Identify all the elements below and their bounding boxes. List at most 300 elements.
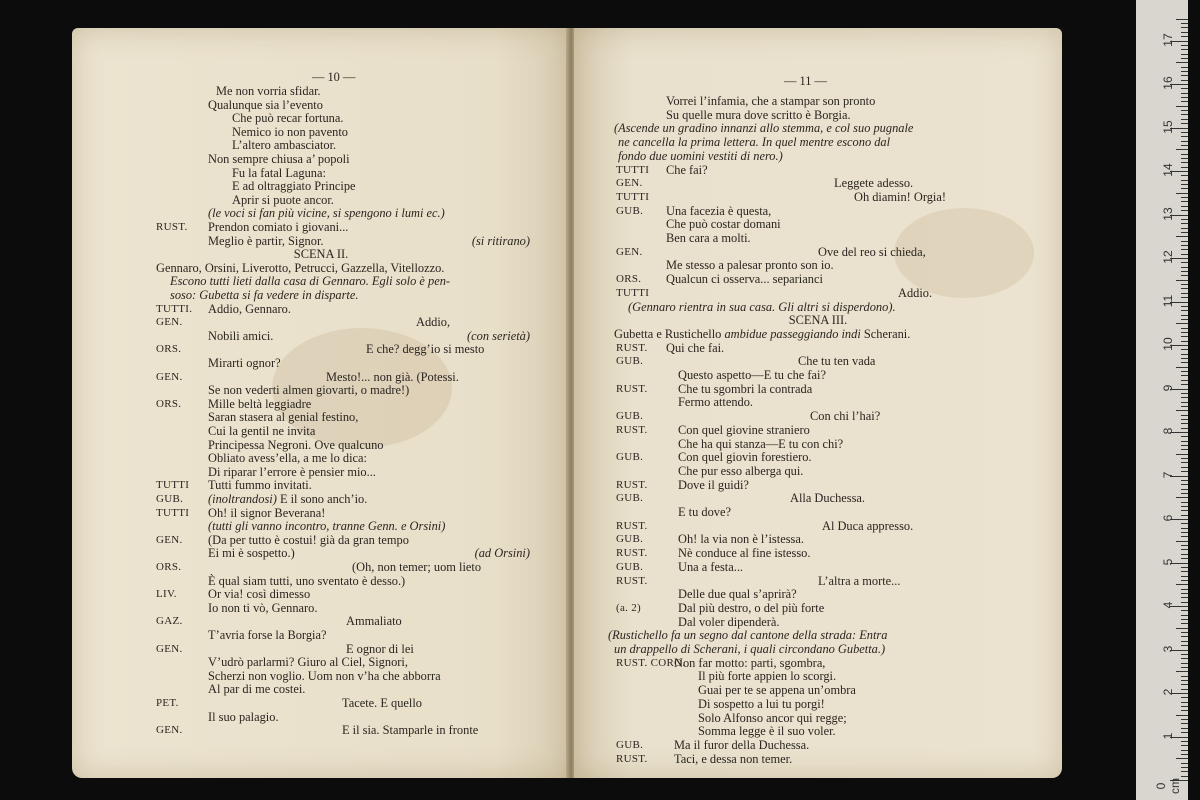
ruler-tick (1181, 45, 1188, 46)
speaker-label: GEN. (616, 177, 643, 190)
verse-line: Saran stasera al genial festino, (208, 410, 359, 425)
ruler-tick (1181, 610, 1188, 611)
ruler-label: 4 (1161, 601, 1175, 609)
ruler-tick (1181, 275, 1188, 276)
ruler-tick (1181, 515, 1188, 516)
speaker-label: GUB. (616, 204, 644, 217)
verse-line: Ove del reo si chieda, (818, 244, 926, 259)
verse-line: Oh diamin! Orgia! (854, 189, 946, 204)
ruler-tick (1181, 397, 1188, 398)
ruler-tick (1181, 123, 1188, 124)
verse-line: Il più forte appien lo scorgi. (698, 669, 837, 684)
speaker-label: TUTTI (616, 190, 650, 203)
ruler-tick (1181, 349, 1188, 350)
ruler-tick (1181, 510, 1188, 511)
ruler-tick (1176, 715, 1188, 716)
verse-line: Una a festa... (678, 559, 744, 574)
verse-line: Scherzi non voglio. Uom non v’ha che abborra (208, 668, 441, 683)
ruler-tick (1181, 241, 1188, 242)
verse-line: Che pur esso alberga qui. (678, 463, 804, 478)
verse-line: Oh! il signor Beverana! (208, 505, 326, 520)
verse-line: Dal più destro, o del più forte (678, 600, 825, 615)
speaker-label: RUST. (616, 547, 648, 560)
ruler-tick (1181, 658, 1188, 659)
verse-line: Dal voler dipenderà. (678, 614, 780, 629)
ruler-tick (1181, 188, 1188, 189)
speaker-label: ORS. (156, 397, 182, 410)
verse-line: Con quel giovin forestiero. (678, 450, 812, 465)
verse-line: E che? degg’io si mesto (366, 342, 485, 357)
ruler-label: 2 (1161, 688, 1175, 696)
ruler-tick (1181, 141, 1188, 142)
speaker-label: TUTTI (156, 506, 190, 519)
ruler-tick (1176, 323, 1188, 324)
stage-direction: ne cancella la prima lettera. In quel mentre escono dal (618, 135, 891, 150)
ruler-tick (1181, 641, 1188, 642)
ruler-tick (1181, 597, 1188, 598)
verse-line: Meglio è partir, Signor. (208, 233, 324, 248)
verse-line: Gennaro, Orsini, Liverotto, Petrucci, Gazzella, Vitellozzo. (156, 260, 445, 275)
speaker-label: GEN. (156, 533, 183, 546)
ruler-label: 8 (1161, 427, 1175, 435)
ruler-tick (1181, 101, 1188, 102)
ruler-tick (1181, 732, 1188, 733)
ruler-tick (1181, 619, 1188, 620)
ruler-tick (1181, 32, 1188, 33)
stage-direction: Escono tutti lieti dalla casa di Gennaro. Egli solo è pen- (170, 274, 451, 289)
verse-line: E ad oltraggiato Principe (232, 179, 356, 194)
ruler-tick (1176, 454, 1188, 455)
ruler-tick (1181, 532, 1188, 533)
speaker-label: TUTTI. (156, 302, 193, 315)
ruler-tick (1176, 497, 1188, 498)
ruler-tick (1181, 375, 1188, 376)
ruler-tick (1181, 458, 1188, 459)
verse-line: Ei mi è sospetto.) (208, 546, 295, 561)
ruler-tick (1181, 97, 1188, 98)
ruler-tick (1181, 554, 1188, 555)
ruler-label: 3 (1161, 645, 1175, 652)
verse-line: Gubetta e Rustichello ambidue passeggiando indi Scherani. (614, 326, 911, 341)
verse-line: Al par di me costei. (208, 682, 306, 697)
ruler-tick (1181, 763, 1188, 764)
speaker-label: ORS. (156, 561, 182, 573)
ruler-tick (1181, 315, 1188, 316)
verse-line: Dove il guidi? (678, 477, 749, 492)
ruler-tick (1176, 584, 1188, 585)
verse-line: Che può costar domani (666, 217, 781, 232)
ruler-tick (1181, 667, 1188, 668)
ruler-tick (1181, 602, 1188, 603)
speaker-label: GAZ. (156, 615, 183, 628)
ruler-tick (1181, 710, 1188, 711)
stage-direction: (Ascende un gradino innanzi allo stemma, e col suo pugnale (614, 121, 914, 136)
scene-heading: SCENA III. (788, 313, 848, 328)
ruler-tick (1181, 750, 1188, 751)
ruler-tick (1181, 441, 1188, 442)
ruler-tick (1181, 406, 1188, 407)
stage-direction: fondo due uomini vestiti di nero.) (618, 148, 783, 163)
ruler-tick (1176, 280, 1188, 281)
measurement-ruler (1136, 0, 1188, 800)
verse-line: Su quelle mura dove scritto è Borgia. (666, 107, 851, 122)
verse-line: Con chi l’hai? (810, 409, 881, 424)
verse-line: Che tu ten vada (798, 354, 876, 369)
stage-direction: (Rustichello fa un segno dal cantone della strada: Entra (608, 628, 888, 643)
ruler-tick (1181, 58, 1188, 59)
verse-line: Che ha qui stanza—E tu con chi? (678, 436, 844, 451)
ruler-tick (1181, 676, 1188, 677)
verse-line: Obliato avess’ella, a me lo dica: (208, 451, 367, 466)
verse-line: Io non ti vò, Gennaro. (208, 600, 318, 615)
verse-line: Tacete. E quello (342, 696, 422, 710)
ruler-tick (1181, 589, 1188, 590)
ruler-tick (1181, 702, 1188, 703)
speaker-label: ORS. (616, 273, 642, 286)
ruler-tick (1181, 723, 1188, 724)
verse-line: Guai per te se appena un’ombra (698, 683, 856, 698)
verse-line: Nè conduce al fine istesso. (678, 546, 811, 561)
ruler-tick (1181, 384, 1188, 385)
ruler-tick (1181, 480, 1188, 481)
ruler-tick (1181, 284, 1188, 285)
speaker-label: RUST. CORO. (616, 656, 686, 669)
ruler-tick (1181, 267, 1188, 268)
ruler-tick (1181, 493, 1188, 494)
right-page-text (574, 28, 1062, 778)
ruler-tick (1181, 132, 1188, 133)
ruler-label: 1 (1161, 732, 1175, 739)
speaker-label: RUST. (616, 423, 648, 436)
verse-line: Mirarti ognor? (208, 356, 281, 370)
ruler-tick (1181, 145, 1188, 146)
ruler-tick (1181, 471, 1188, 472)
verse-line: Taci, e dessa non temer. (674, 751, 793, 766)
ruler-tick (1181, 684, 1188, 685)
ruler-tick (1181, 754, 1188, 755)
ruler-tick (1181, 136, 1188, 137)
verse-line: Una facezia è questa, (666, 203, 772, 218)
ruler-tick (1181, 576, 1188, 577)
right-page (574, 28, 1062, 778)
verse-line: Me stesso a palesar pronto son io. (666, 258, 834, 273)
speaker-label: GEN. (156, 724, 183, 737)
verse-line: Qui che fai. (666, 340, 725, 355)
ruler-tick (1181, 175, 1188, 176)
ruler-tick (1181, 27, 1188, 28)
ruler-tick (1181, 154, 1188, 155)
ruler-tick (1181, 319, 1188, 320)
speaker-label: GEN. (616, 245, 643, 258)
ruler-tick (1181, 167, 1188, 168)
stage-direction: (si ritirano) (471, 233, 530, 248)
verse-line: Aprir si puote ancor. (232, 192, 334, 207)
verse-line: Che fai? (666, 162, 708, 177)
ruler-tick (1181, 306, 1188, 307)
ruler-tick (1181, 23, 1188, 24)
verse-line: Prendon comiato i giovani... (208, 220, 349, 234)
ruler-tick (1181, 49, 1188, 50)
verse-line: Principessa Negroni. Ove qualcuno (208, 437, 384, 452)
ruler-tick (1181, 776, 1188, 777)
speaker-label: RUST. (616, 574, 648, 587)
verse-line: Leggete adesso. (834, 176, 914, 191)
ruler-tick (1181, 697, 1188, 698)
speaker-label: GEN. (156, 370, 183, 383)
ruler-label: 13 (1161, 206, 1175, 221)
ruler-tick (1181, 201, 1188, 202)
ruler-tick (1176, 193, 1188, 194)
stage-direction: soso: Gubetta si fa vedere in disparte. (170, 288, 359, 302)
ruler-tick (1181, 654, 1188, 655)
verse-line: Addio. (898, 285, 933, 300)
ruler-tick (1181, 536, 1188, 537)
ruler-tick (1181, 371, 1188, 372)
speaker-label: GUB. (616, 355, 644, 368)
ruler-tick (1181, 328, 1188, 329)
speaker-label: GUB. (616, 492, 644, 505)
verse-line: Ammaliato (346, 614, 402, 629)
ruler-tick (1176, 106, 1188, 107)
ruler-label: 0 cm (1154, 778, 1182, 794)
verse-line: Fu la fatal Laguna: (232, 165, 326, 180)
ruler-label: 6 (1161, 514, 1175, 522)
ruler-tick (1176, 671, 1188, 672)
verse-line: Me non vorria sfidar. (216, 84, 321, 98)
ruler-tick (1181, 271, 1188, 272)
ruler-tick (1176, 367, 1188, 368)
verse-line: Oh! la via non è l’istessa. (678, 532, 804, 547)
ruler-tick (1181, 293, 1188, 294)
ruler-label: 12 (1161, 250, 1175, 264)
speaker-label: TUTTI (156, 479, 190, 492)
speaker-label: GUB. (616, 560, 644, 573)
stage-direction: (ad Orsini) (474, 546, 530, 561)
verse-line: Nobili amici. (208, 328, 274, 343)
verse-line: Che tu sgombri la contrada (678, 381, 813, 396)
ruler-tick (1181, 114, 1188, 115)
ruler-tick (1181, 745, 1188, 746)
ruler-tick (1181, 297, 1188, 298)
verse-line: Mesto!... non già. (Potessi. (326, 369, 459, 384)
ruler-tick (1181, 680, 1188, 681)
ruler-tick (1181, 110, 1188, 111)
verse-line: Tutti fummo invitati. (208, 478, 312, 493)
verse-line: Nemico io non pavento (232, 124, 348, 139)
ruler-tick (1181, 249, 1188, 250)
ruler-tick (1181, 310, 1188, 311)
ruler-label: 14 (1161, 163, 1175, 177)
ruler-tick (1181, 506, 1188, 507)
ruler-tick (1176, 541, 1188, 542)
ruler-tick (1181, 93, 1188, 94)
ruler-tick (1181, 771, 1188, 772)
verse-line: Or via! così dimesso (208, 587, 311, 602)
ruler-tick (1181, 689, 1188, 690)
verse-line: Se non vederti almen giovarti, o madre!) (208, 383, 410, 398)
ruler-tick (1181, 254, 1188, 255)
ruler-tick (1181, 580, 1188, 581)
verse-line: Di riparar l’errore è pensier mio... (208, 464, 376, 479)
verse-line: T’avria forse la Borgia? (208, 628, 327, 642)
speaker-label: GUB. (616, 533, 644, 546)
verse-line: (Oh, non temer; uom lieto (352, 560, 482, 574)
ruler-tick (1181, 36, 1188, 37)
ruler-tick (1181, 719, 1188, 720)
speaker-label: LIV. (156, 588, 177, 601)
ruler-tick (1176, 628, 1188, 629)
speaker-label: GUB. (616, 451, 644, 464)
verse-line: Ma il furor della Duchessa. (674, 737, 810, 752)
verse-line: Questo aspetto—E tu che fai? (678, 368, 826, 382)
ruler-tick (1181, 380, 1188, 381)
ruler-tick (1181, 119, 1188, 120)
verse-line: Addio, (416, 315, 451, 330)
verse-line: Al Duca appresso. (822, 518, 914, 533)
ruler-tick (1181, 393, 1188, 394)
ruler-tick (1181, 232, 1188, 233)
ruler-label: 17 (1161, 32, 1175, 47)
ruler-tick (1181, 223, 1188, 224)
ruler-tick (1181, 593, 1188, 594)
ruler-tick (1181, 54, 1188, 55)
stage-direction: (Gennaro rientra in sua casa. Gli altri si disperdono). (628, 299, 896, 314)
verse-line: Qualcun ci osserva... separianci (666, 272, 823, 287)
verse-line: Di sospetto a lui tu porgi! (698, 696, 825, 711)
ruler-label: 9 (1161, 384, 1175, 391)
speaker-label: TUTTI (616, 163, 650, 176)
verse-line: Qualunque sia l’evento (208, 97, 323, 112)
speaker-label: GUB. (156, 493, 184, 505)
ruler-tick (1181, 489, 1188, 490)
ruler-tick (1181, 663, 1188, 664)
verse-line: Mille beltà leggiadre (208, 396, 312, 411)
ruler-label: 7 (1161, 471, 1175, 478)
stage-direction: (le voci si fan più vicine, si spengono i lumi ec.) (208, 206, 445, 221)
ruler-tick (1181, 636, 1188, 637)
speaker-label: RUST. (616, 752, 648, 765)
speaker-label: RUST. (156, 221, 188, 233)
speaker-label: GEN. (156, 642, 183, 655)
stage-direction: (con serietà) (467, 328, 530, 343)
ruler-tick (1176, 19, 1188, 20)
ruler-tick (1181, 645, 1188, 646)
ruler-tick (1181, 228, 1188, 229)
ruler-tick (1176, 758, 1188, 759)
ruler-tick (1181, 706, 1188, 707)
verse-line: E il sia. Stamparle in fronte (342, 723, 479, 738)
speaker-label: ORS. (156, 343, 182, 356)
ruler-tick (1181, 623, 1188, 624)
ruler-tick (1181, 88, 1188, 89)
verse-line: (Da per tutto è costui! già da gran tempo (208, 532, 409, 547)
page-number: — 10 — (312, 70, 356, 84)
ruler-tick (1181, 402, 1188, 403)
verse-line: È qual siam tutti, uno sventato è desso.) (208, 573, 406, 588)
verse-line: Alla Duchessa. (790, 491, 866, 506)
speaker-label: RUST. (616, 382, 648, 395)
left-page-text (72, 28, 570, 778)
ruler-tick (1181, 567, 1188, 568)
scene-heading: SCENA II. (293, 247, 349, 262)
ruler-tick (1181, 262, 1188, 263)
ruler-tick (1181, 419, 1188, 420)
ruler-label: 11 (1161, 294, 1175, 307)
ruler-tick (1181, 80, 1188, 81)
page-number: — 11 — (784, 74, 827, 88)
verse-line: Addio, Gennaro. (208, 301, 291, 316)
verse-line: Cui la gentil ne invita (208, 424, 316, 438)
ruler-tick (1181, 415, 1188, 416)
ruler-tick (1181, 71, 1188, 72)
ruler-tick (1181, 728, 1188, 729)
verse-line: Somma legge è il suo voler. (698, 724, 836, 739)
ruler-tick (1181, 180, 1188, 181)
speaker-label: GEN. (156, 316, 183, 329)
ruler-tick (1181, 162, 1188, 163)
speaker-label: PET. (156, 697, 179, 709)
ruler-tick (1181, 549, 1188, 550)
ruler-tick (1181, 219, 1188, 220)
ruler-label: 5 (1161, 558, 1175, 565)
ruler-tick (1181, 436, 1188, 437)
speaker-label: GUB. (616, 410, 644, 423)
left-page (72, 28, 570, 778)
ruler-tick (1181, 632, 1188, 633)
verse-line: Il suo palagio. (208, 709, 279, 724)
ruler-tick (1181, 484, 1188, 485)
ruler-tick (1181, 75, 1188, 76)
ruler-tick (1181, 341, 1188, 342)
ruler-tick (1181, 528, 1188, 529)
ruler-tick (1176, 236, 1188, 237)
verse-line: Delle due qual s’aprirà? (678, 587, 797, 602)
ruler-tick (1181, 571, 1188, 572)
ruler-tick (1181, 354, 1188, 355)
ruler-tick (1181, 423, 1188, 424)
ruler-tick (1181, 245, 1188, 246)
stage-direction: (tutti gli vanno incontro, tranne Genn. e Orsini) (208, 519, 446, 534)
verse-line: E tu dove? (678, 505, 731, 519)
ruler-tick (1181, 210, 1188, 211)
verse-line: L’altra a morte... (818, 573, 901, 588)
ruler-tick (1181, 502, 1188, 503)
ruler-tick (1176, 410, 1188, 411)
verse-line: V’udrò parlarmi? Giuro al Ciel, Signori, (208, 655, 408, 670)
verse-line: Che può recar fortuna. (232, 111, 344, 126)
speaker-label: RUST. (616, 341, 648, 354)
ruler-tick (1181, 336, 1188, 337)
ruler-tick (1181, 741, 1188, 742)
ruler-tick (1181, 767, 1188, 768)
ruler-tick (1181, 462, 1188, 463)
verse-line: Non far motto: parti, sgombra, (674, 655, 826, 670)
ruler-tick (1181, 428, 1188, 429)
ruler-label: 16 (1161, 76, 1175, 90)
ruler-tick (1181, 67, 1188, 68)
ruler-tick (1181, 332, 1188, 333)
ruler-tick (1181, 558, 1188, 559)
ruler-label: 15 (1161, 119, 1175, 134)
ruler-tick (1181, 206, 1188, 207)
stage-direction: un drappello di Scherani, i quali circondano Gubetta.) (614, 642, 886, 656)
verse-line: Vorrei l’infamia, che a stampar son pronto (666, 94, 876, 108)
speaker-label: TUTTI (616, 286, 650, 299)
verse-line: Fermo attendo. (678, 395, 754, 410)
ruler-tick (1181, 288, 1188, 289)
speaker-label: RUST. (616, 519, 648, 532)
verse-line: Solo Alfonso ancor qui regge; (698, 710, 847, 725)
